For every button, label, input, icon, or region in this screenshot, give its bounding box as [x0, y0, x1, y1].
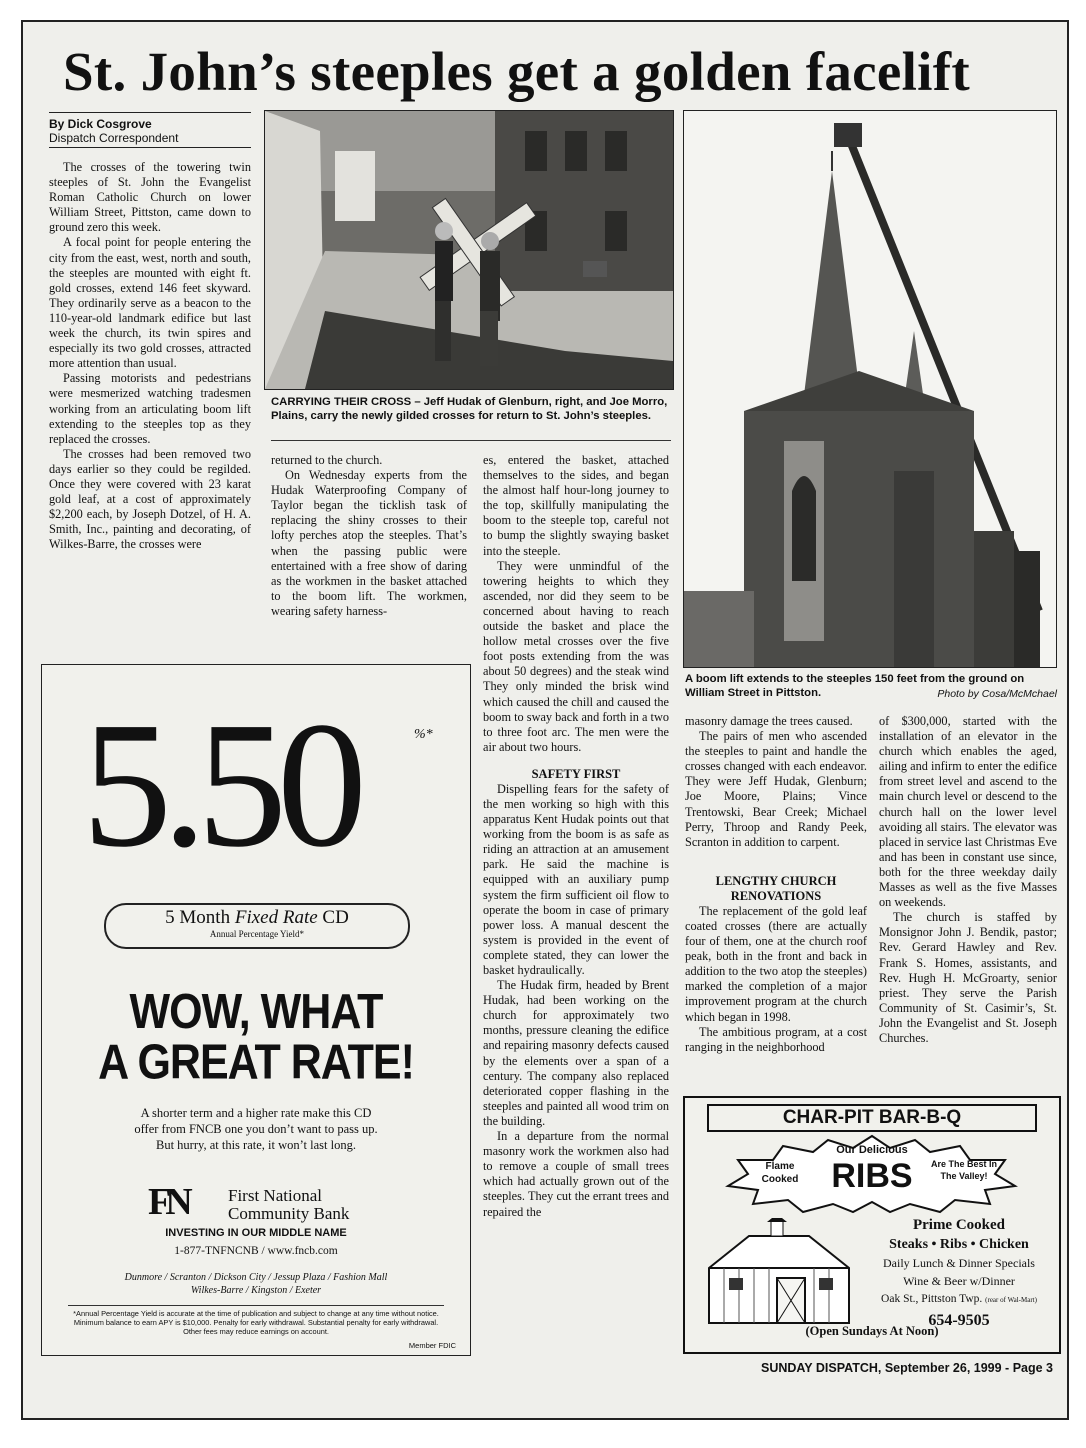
open-sundays: (Open Sundays At Noon): [805, 1324, 939, 1338]
prime-cooked: Prime Cooked: [912, 1217, 1006, 1233]
article-column-1: [49, 160, 251, 552]
photo-carrying-crosses-caption: CARRYING THEIR CROSS – Jeff Hudak of Glenburn, right, and Joe Morro, Plains, carry the newly gilded crosses for return to St. John’s steeples.: [271, 396, 668, 422]
bank-name: [228, 1187, 349, 1223]
wow-line-1: WOW, WHAT: [129, 984, 383, 1040]
rate-suffix: %*: [414, 727, 433, 742]
newspaper-page: [21, 20, 1069, 1420]
steaks-ribs-chicken: Steaks • Ribs • Chicken: [889, 1237, 1029, 1252]
paragraph: The crosses had been removed two days earlier so they could be regilded. Once they were covered with 23 karat gold leaf, at a cost of approximately $2,200 each, by Joseph Dotzel, of H. A. Smith, Inc., painting and decorating, of Wilkes-Barre, the crosses were: [49, 446, 251, 552]
best-in-valley: Are The Best In The Valley!: [930, 1159, 997, 1181]
bbq-address: [861, 1290, 1057, 1309]
wow-headline: [42, 984, 470, 1090]
page-footer: SUNDAY DISPATCH, September 26, 1999 - Page 3: [760, 1361, 1053, 1375]
subhead-lengthy-renovations: LENGTHY CHURCH RENOVATIONS: [715, 873, 837, 903]
bank-tagline: INVESTING IN OUR MIDDLE NAME: [165, 1227, 347, 1239]
our-delicious: Our Delicious: [836, 1144, 908, 1156]
address-note: (rear of Wal-Mart): [985, 1296, 1037, 1304]
paragraph: Dispelling fears for the safety of the men working so high with this apparatus Kent Hudak points out that working from the boom is as safe as riding an attraction at an amusement park. He said the machine is equipped with an auxiliary pump system the firm sufficient oil flow to operate the boom in case of primary power loss. A manual descent the system is provided in the event of complete stated, they can lower the basket hydraulically.: [483, 781, 669, 977]
bank-disclaimer: *Annual Percentage Yield is accurate at the time of publication and subject to change at any time without notice. Minimum balance to earn APY is $10,000. Penalty for early withdrawal. Substantial penalty for early withdrawal. Other fees may reduce earnings on account.: [73, 1309, 439, 1336]
daily-specials: Daily Lunch & Dinner Specials: [883, 1256, 1035, 1270]
bank-branches: [42, 1271, 470, 1297]
bank-name-line-2: Community Bank: [228, 1204, 350, 1223]
bank-cd-ad: [41, 664, 471, 1356]
bank-name-line-1: First National: [228, 1186, 322, 1205]
barn-illustration: [699, 1218, 859, 1328]
paragraph: The ambitious program, at a cost ranging in the neighborhood: [685, 1024, 867, 1054]
apy-label: Annual Percentage Yield*: [209, 929, 305, 939]
subhead-safety-first: SAFETY FIRST: [531, 766, 621, 781]
photo-steeples-image: [684, 111, 1056, 667]
rate-value: 5.50: [82, 685, 357, 884]
cd-term-em: Fixed Rate: [234, 907, 318, 928]
paragraph: Passing motorists and pedestrians were mesmerized watching tradesmen working from an articulating boom lift extending to the steeples top as they replaced the crosses.: [49, 371, 251, 446]
disclaimer-rule: [68, 1305, 444, 1306]
byline-rule-bottom: [49, 147, 251, 148]
char-pit-ad: [683, 1096, 1061, 1354]
address-text: Oak St., Pittston Twp.: [881, 1293, 983, 1305]
paragraph: The replacement of the gold leaf coated crosses (there are actually four of them, one at the church roof peak, both in the front and back in addition to the two atop the steeples) marked the completion of a major improvement program at the church which began in 1998.: [685, 903, 867, 1024]
fncb-logo: FN: [148, 1181, 187, 1223]
byline-block: [49, 112, 251, 148]
cd-term-post: CD: [317, 907, 349, 928]
ad-rate: [82, 685, 357, 884]
member-fdic: Member FDIC: [408, 1341, 456, 1350]
branches-line-2: Wilkes-Barre / Kingston / Exeter: [190, 1285, 322, 1296]
paragraph: The Hudak firm, headed by Brent Hudak, had been working on the church for approximately two months, pressure cleaning the edifice and repairing masonry defects caused by the elements over a span of a century. The company also replaced deteriorated copper flashing in the steeples and painted all wood trim on the building.: [483, 978, 669, 1128]
byline-title: Dispatch Correspondent: [49, 131, 179, 145]
paragraph: es, entered the basket, attached themselves to the sides, and began the almost half hour-long journey to the top, skillfully manipulating the boom to the steeple top, careful not to bump the slightly swaying basket into the steeple.: [483, 453, 669, 558]
flame-cooked: Flame Cooked: [761, 1161, 799, 1185]
cd-term-pre: 5 Month: [165, 907, 235, 928]
paragraph: returned to the church.: [271, 453, 383, 467]
paragraph: On Wednesday experts from the Hudak Waterproofing Company of Taylor began the ticklish task of replacing the shiny crosses to their lofty perches atop the steeples. That’s when the passing public were entertained with a free show of daring as the workmen in the basket attached to the boom lift. The workmen, wearing safety harness-: [271, 468, 467, 618]
paragraph: of $300,000, started with the installation of an elevator in the church which enables the aged, ailing and infirm to enter the edifice from street level and ascend to the main church level or descend to the church hall on the lower level avoiding all stairs. The elevator was placed in service last Christmas Eve and has been in constant use since, both for the three weekday daily Masses as well as the five Masses on weekends.: [879, 714, 1057, 910]
headline: St. John’s steeples get a golden facelift: [63, 41, 970, 102]
branches-line-1: Dunmore / Scranton / Dickson City / Jessup Plaza / Fashion Mall: [124, 1272, 388, 1283]
ribs-text: RIBS: [831, 1157, 913, 1195]
photo-credit: Photo by Cosa/McMchael: [937, 688, 1057, 700]
photo-carrying-crosses-image: [265, 111, 673, 389]
cd-term-line: [106, 907, 408, 929]
byline-rule: [49, 112, 251, 113]
paragraph: The crosses of the towering twin steeples of St. John the Evangelist Roman Catholic Church on lower William Street, Pittston, came down to ground zero this week.: [49, 160, 251, 235]
bbq-phone: 654-9505: [928, 1312, 990, 1329]
byline-author: By Dick Cosgrove: [49, 117, 152, 131]
photo-steeples-boom-lift: [683, 110, 1057, 668]
article-column-5: [879, 714, 1057, 1046]
article-column-4: [685, 714, 867, 1055]
wine-beer: Wine & Beer w/Dinner: [903, 1274, 1015, 1288]
paragraph: A focal point for people entering the city from the east, west, north and south, the steeples are mounted with eight ft. gold crosses, extend 146 feet skyward. They ordinarily serve as a beacon to the 110-year-old landmark edifice but last week the church, its twin spires and especially its two gold crosses, attracted more attention than usual.: [49, 235, 251, 371]
paragraph: In a departure from the normal masonry work the workmen also had to remove a couple of small trees which had actually grown out of the steeples. They cut the errant trees and repaired the: [483, 1129, 669, 1219]
article-column-2: [271, 453, 467, 619]
paragraph: The pairs of men who ascended the steeples to paint and handle the crosses changed with each endeavor. They were Jeff Hudak, Glenburn; Joe Moore, Plains; Vince Trentowski, Bear Creek; Michael Perry, Throop and Randy Peek, Scranton in addition to carpent.: [685, 729, 867, 849]
article-column-3: [483, 453, 669, 1220]
bbq-name: CHAR-PIT BAR-B-Q: [707, 1104, 1037, 1132]
cd-term-box: [104, 903, 410, 949]
bbq-details: [861, 1216, 1057, 1333]
paragraph: masonry damage the trees caused.: [685, 714, 853, 728]
caption-rule: [271, 440, 671, 441]
photo-steeples-caption: A boom lift extends to the steeples 150 feet from the ground on William Street in Pittston.: [685, 673, 1025, 699]
paragraph: The church is staffed by Monsignor John J. Bendik, pastor; Rev. Gerard Hawley and Rev. Frank S. Homes, assistants, and Rev. Hugh H. McGroarty, senior priest. They serve the Parish Community of St. Casimir’s, St. John the Evangelist and St. Joseph Churches.: [879, 910, 1057, 1045]
photo-carrying-crosses: [264, 110, 674, 390]
paragraph: They were unmindful of the towering heights to which they ascended, nor did they seem to be concerned about having to reach outside the basket and place the hollow metal crosses over the five foot posts extending from the was about 50 degrees) and the steak wind They only minded the brisk wind which caused the chill and caused the boom to sway back and forth in a two to three foot arc. The men were the air about two hours.: [483, 558, 669, 754]
wow-line-2: A GREAT RATE!: [98, 1034, 414, 1090]
ad-body: A shorter term and a higher rate make this CD offer from FNCB one you don’t want to pass up. But hurry, at this rate, it won’t last long.: [134, 1106, 378, 1152]
bank-phone: 1-877-TNFNCNB / www.fncb.com: [174, 1245, 338, 1257]
